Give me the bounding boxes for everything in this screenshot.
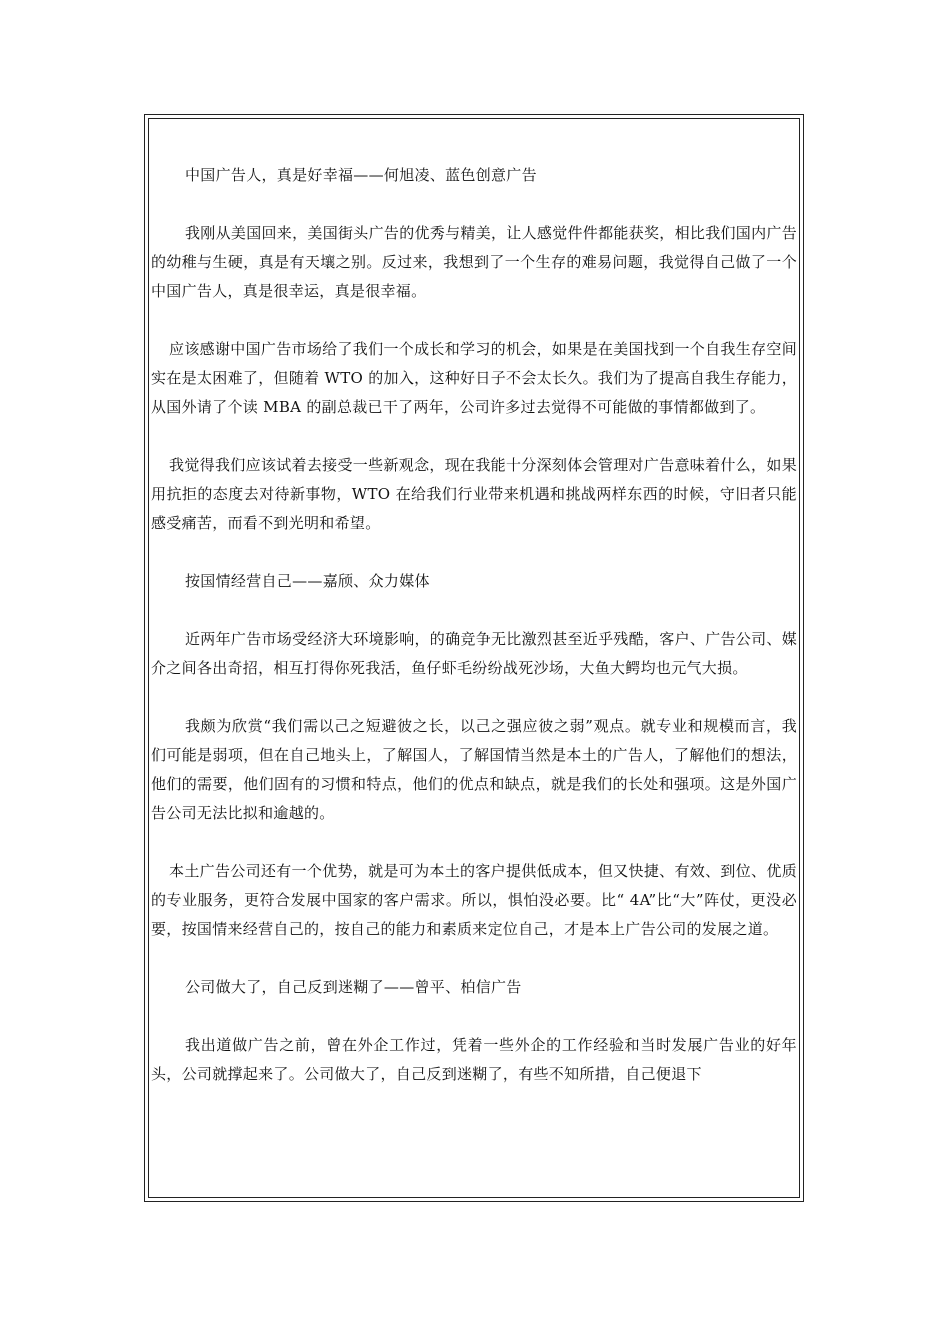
document-frame [144,114,804,1202]
paragraph-5: 我颇为欣赏“我们需以己之短避彼之长，以己之强应彼之弱”观点。就专业和规模而言，我们可能是弱项，但在自己地头上，了解国人，了解国情当然是本土的广告人，了解他们的想法，他们的需要，他们固有的习惯和特点，他们的优点和缺点，就是我们的长处和强项。这是外国广告公司无法比拟和逾越的。 [151,717,797,822]
section-heading-2: 按国情经营自己——嘉颀、众力媒体 [185,572,430,590]
paragraph-2: 应该感谢中国广告市场给了我们一个成长和学习的机会，如果是在美国找到一个自我生存空间实在是太困难了，但随着 WTO 的加入，这种好日子不会太长久。我们为了提高自我生存能力，从国外请了个读 MBA 的副总裁已干了两年，公司许多过去觉得不可能做的事情都做到了。 [151,340,797,416]
section-heading-3: 公司做大了，自己反到迷糊了——曾平、柏信广告 [185,978,522,996]
paragraph-7: 我出道做广告之前，曾在外企工作过，凭着一些外企的工作经验和当时发展广告业的好年头，公司就撑起来了。公司做大了，自己反到迷糊了，有些不知所措，自己便退下 [151,1036,797,1083]
section-heading-1: 中国广告人，真是好幸福——何旭凌、蓝色创意广告 [185,166,537,184]
paragraph-4: 近两年广告市场受经济大环境影响，的确竞争无比激烈甚至近乎残酷，客户、广告公司、媒介之间各出奇招，相互打得你死我活，鱼仔虾毛纷纷战死沙场，大鱼大鳄均也元气大损。 [151,630,798,677]
document-body [151,161,797,1118]
paragraph-1: 我刚从美国回来，美国街头广告的优秀与精美，让人感觉件件都能获奖，相比我们国内广告的幼稚与生硬，真是有天壤之别。反过来，我想到了一个生存的难易问题，我觉得自己做了一个中国广告人，真是很幸运，真是很幸福。 [151,224,798,300]
document-frame-inner-border [148,118,800,1198]
paragraph-3: 我觉得我们应该试着去接受一些新观念，现在我能十分深刻体会管理对广告意味着什么，如果用抗拒的态度去对待新事物，WTO 在给我们行业带来机遇和挑战两样东西的时候，守旧者只能感受痛苦，而看不到光明和希望。 [151,456,797,532]
paragraph-6: 本土广告公司还有一个优势，就是可为本土的客户提供低成本，但又快捷、有效、到位、优质的专业服务，更符合发展中国家的客户需求。所以，惧怕没必要。比“ 4A”比“大”阵仗，更没必要，按国情来经营自己的，按自己的能力和素质来定位自己，才是本上广告公司的发展之道。 [151,862,797,938]
